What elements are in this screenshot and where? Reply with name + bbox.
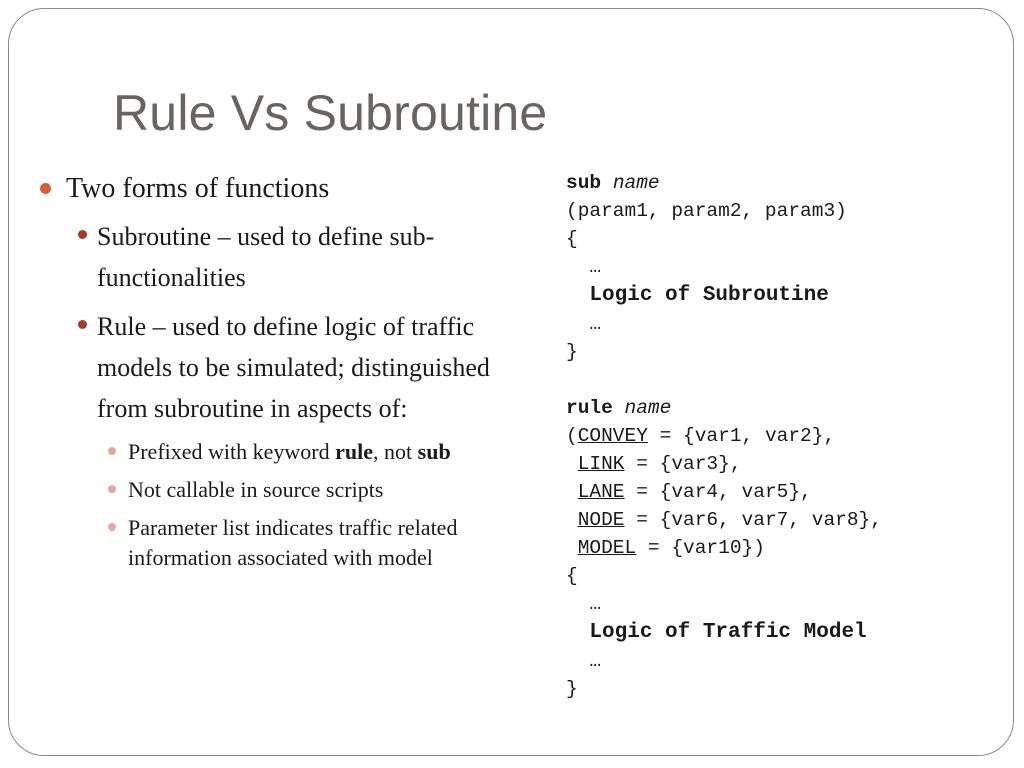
code-name: name [612,172,660,194]
code-param-node: NODE [577,509,625,531]
bullet-text: Prefixed with keyword [128,439,336,464]
bullet-text: , not [373,439,418,464]
code-brace: } [566,341,578,363]
code-rule-logic: Logic of Traffic Model [589,621,867,644]
bullet-level1 [38,170,538,208]
bullet-text: Parameter list indicates traffic related information associated with model [128,515,458,570]
code-param-value: = {var1, var2}, [647,425,836,447]
code-sub-logic: Logic of Subroutine [589,284,829,307]
code-param-value: = {var6, var7, var8}, [624,509,882,531]
code-brace: } [566,678,578,700]
bullet-dot-icon [78,230,87,239]
code-keyword-rule: rule [566,397,613,419]
bullet-list [38,170,538,573]
code-param-value: = {var4, var5}, [624,481,812,503]
bullet-text: Subroutine – used to define sub-functionalities [97,222,435,292]
code-param-model: MODEL [577,537,637,559]
bullet-dot-icon [108,485,116,493]
slide-title: Rule Vs Subroutine [113,85,548,141]
code-ellipsis: … [589,593,602,615]
bullet-dot-icon [78,320,87,329]
bullet-level3-prefix [38,437,538,467]
bullet-level2-rule [38,306,538,429]
code-ellipsis: … [589,256,602,278]
code-param-lane: LANE [577,481,625,503]
code-param-value: = {var10}) [636,537,765,559]
code-keyword-sub: sub [566,172,602,194]
bullet-level3-params [38,513,538,573]
bullet-text: Not callable in source scripts [128,477,384,502]
bullet-level2-subroutine [38,216,538,298]
keyword-rule: rule [335,439,374,464]
code-sub-params: (param1, param2, param3) [566,200,847,222]
code-param-convey: CONVEY [577,425,648,447]
code-brace: { [566,228,578,250]
code-name: name [624,397,672,419]
code-param-value: = {var3}, [624,453,742,475]
code-ellipsis: … [589,650,602,672]
code-brace: { [566,565,578,587]
bullet-text: Rule – used to define logic of traffic models to be simulated; distinguished from subroutine in aspects of: [97,312,490,423]
bullet-dot-icon [108,523,116,531]
code-ellipsis: … [589,313,602,335]
code-param-link: LINK [577,453,625,475]
bullet-level3-callable [38,475,538,505]
keyword-sub: sub [417,439,451,464]
bullet-dot-icon [108,447,116,455]
bullet-text: Two forms of functions [66,173,330,204]
code-block: sub name (param1, param2, param3) { … Logic of Subroutine … } rule name (CONVEY = {var1, var2}, LINK = {var3}, LANE = {var4, var5}, NODE = {var6, var7, var8}, MODEL = {var10}) { … Logic of Traffic Model … } [566,172,882,700]
bullet-dot-icon [40,183,51,194]
